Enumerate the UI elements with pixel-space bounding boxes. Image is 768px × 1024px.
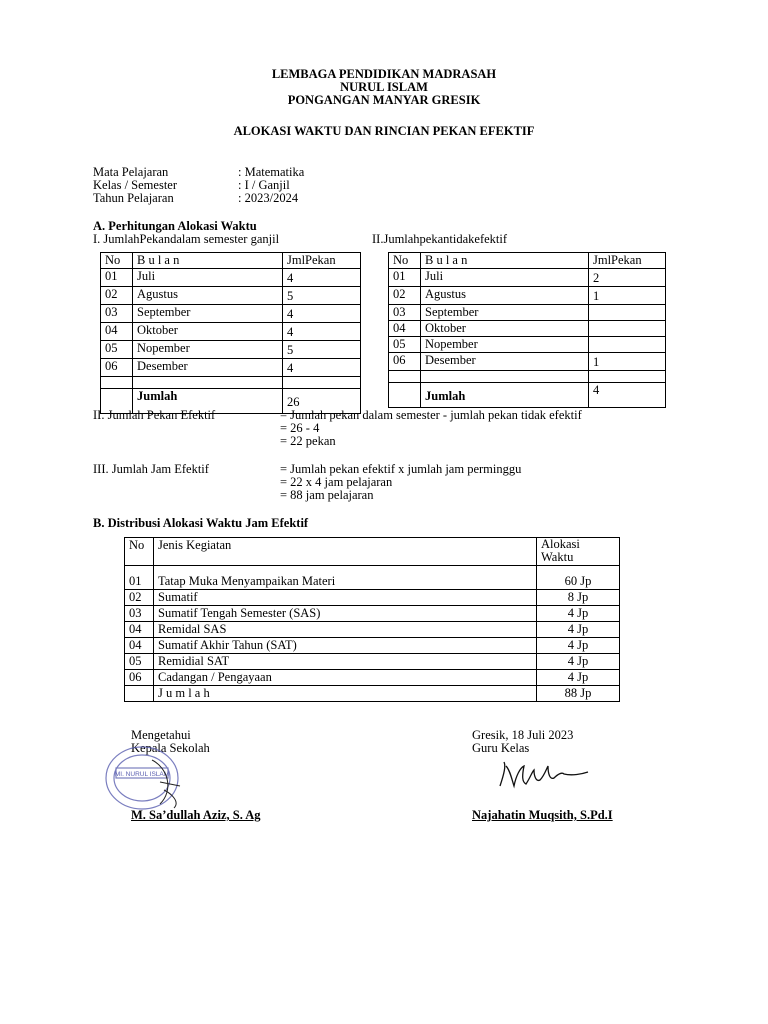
cell-bulan: Nopember: [133, 341, 283, 359]
cell-no: 06: [389, 353, 421, 371]
cell-bulan: Nopember: [421, 337, 589, 353]
cell-jml: 5: [283, 287, 361, 305]
calc-label: II. Jumlah Pekan Efektif: [93, 408, 216, 422]
cell-jml: [589, 305, 666, 321]
header-bulan: B u l a n: [133, 253, 283, 269]
table-row: [125, 670, 620, 686]
header-no: No: [389, 253, 421, 269]
table-header-row: [125, 538, 620, 566]
cell-no: 01: [101, 269, 133, 287]
cell-jml: [589, 337, 666, 353]
table-row: [125, 638, 620, 654]
cell-bulan: September: [421, 305, 589, 321]
subsection-i-title: I. JumlahPekandalam semester ganjil: [93, 232, 280, 246]
cell-bulan: Juli: [421, 269, 589, 287]
acknowledge-label: Mengetahui: [131, 728, 191, 742]
table-header-row: [101, 253, 361, 269]
table-row: [125, 622, 620, 638]
cell-jenis: Cadangan / Pengayaan: [154, 670, 537, 686]
header-alokasi: [537, 538, 620, 566]
table-row: [389, 337, 666, 353]
effective-weeks-table: [100, 252, 361, 414]
cell-no: 02: [101, 287, 133, 305]
cell-no: 05: [101, 341, 133, 359]
cell-alokasi: 4 Jp: [537, 670, 620, 686]
section-b-title: B. Distribusi Alokasi Waktu Jam Efektif: [93, 516, 309, 530]
table-row: [389, 287, 666, 305]
cell-no: 01: [125, 566, 154, 590]
total-row: [125, 686, 620, 702]
total-value: 88 Jp: [537, 686, 620, 702]
total-value: 26: [283, 389, 361, 414]
cell-no: 05: [389, 337, 421, 353]
effective-hours-calc: [93, 462, 521, 501]
cell-bulan: Desember: [421, 353, 589, 371]
cell-jml: 4: [283, 323, 361, 341]
calc-line: = 88 jam pelajaran: [280, 488, 374, 502]
info-value: : Matematika: [238, 165, 305, 179]
section-a-title: A. Perhitungan Alokasi Waktu: [93, 219, 257, 233]
total-row: [389, 383, 666, 408]
header-alokasi-line2: Waktu: [541, 550, 574, 564]
effective-weeks-calc: [93, 408, 582, 447]
table-row: [101, 305, 361, 323]
cell-alokasi: 4 Jp: [537, 606, 620, 622]
cell-jenis: Remidial SAT: [154, 654, 537, 670]
cell-no: 06: [125, 670, 154, 686]
cell-bulan: Agustus: [133, 287, 283, 305]
cell-no: 06: [101, 359, 133, 377]
subject-info: [93, 165, 304, 204]
cell-jml: 1: [589, 353, 666, 371]
headmaster-title: Kepala Sekolah: [131, 741, 210, 755]
info-row: [93, 165, 304, 178]
info-row: [93, 178, 304, 191]
cell-no: 03: [389, 305, 421, 321]
cell-jenis: Tatap Muka Menyampaikan Materi: [154, 566, 537, 590]
calc-label: III. Jumlah Jam Efektif: [93, 462, 209, 476]
cell-no: 04: [125, 622, 154, 638]
table-row: [125, 654, 620, 670]
institution-header: [0, 68, 768, 107]
total-label: J u m l a h: [154, 686, 537, 702]
cell-no: 05: [125, 654, 154, 670]
table-row: [101, 359, 361, 377]
info-value: : 2023/2024: [238, 191, 299, 205]
cell-jml: 1: [589, 287, 666, 305]
table-row: [125, 590, 620, 606]
cell-no: 04: [101, 323, 133, 341]
document-title: ALOKASI WAKTU DAN RINCIAN PEKAN EFEKTIF: [233, 124, 535, 138]
table-row: [125, 566, 620, 590]
cell-jml: [589, 321, 666, 337]
calc-line: = 26 - 4: [280, 421, 320, 435]
blank-row: [389, 371, 666, 383]
subsection-ii-title: II.Jumlahpekantidakefektif: [372, 232, 508, 246]
cell-alokasi: 8 Jp: [537, 590, 620, 606]
calc-line: = Jumlah pekan efektif x jumlah jam perminggu: [280, 462, 522, 476]
cell-jml: 4: [283, 269, 361, 287]
cell-bulan: Desember: [133, 359, 283, 377]
info-row: [93, 191, 304, 204]
cell-bulan: Juli: [133, 269, 283, 287]
total-value: 4: [589, 383, 666, 408]
cell-alokasi: 60 Jp: [537, 566, 620, 590]
cell-bulan: September: [133, 305, 283, 323]
place-date: Gresik, 18 Juli 2023: [472, 728, 574, 742]
cell-no: 01: [389, 269, 421, 287]
table-row: [389, 321, 666, 337]
info-label: Kelas / Semester: [93, 178, 178, 192]
teacher-signature-block: [472, 728, 573, 754]
table-row: [101, 269, 361, 287]
calc-line: = 22 pekan: [280, 434, 336, 448]
cell-jenis: Sumatif Akhir Tahun (SAT): [154, 638, 537, 654]
table-row: [389, 305, 666, 321]
table-header-row: [389, 253, 666, 269]
table-row: [101, 323, 361, 341]
cell-alokasi: 4 Jp: [537, 654, 620, 670]
teacher-signature-icon: [492, 756, 592, 792]
cell-bulan: Oktober: [421, 321, 589, 337]
table-row: [101, 287, 361, 305]
time-distribution-table: [124, 537, 620, 702]
stamp-text: MI. NURUL ISLAM: [114, 771, 170, 778]
cell-no: 04: [389, 321, 421, 337]
header-line-1: LEMBAGA PENDIDIKAN MADRASAH: [271, 67, 497, 81]
info-label: Mata Pelajaran: [93, 165, 169, 179]
header-no: No: [101, 253, 133, 269]
info-label: Tahun Pelajaran: [93, 191, 174, 205]
cell-jml: 2: [589, 269, 666, 287]
cell-no: 03: [125, 606, 154, 622]
cell-no: 02: [125, 590, 154, 606]
header-jml: JmlPekan: [589, 253, 666, 269]
cell-no: 03: [101, 305, 133, 323]
cell-no: 04: [125, 638, 154, 654]
headmaster-name: M. Sa’dullah Aziz, S. Ag: [131, 808, 261, 822]
non-effective-weeks-table: [388, 252, 666, 408]
cell-bulan: Oktober: [133, 323, 283, 341]
blank-row: [101, 377, 361, 389]
cell-jml: 5: [283, 341, 361, 359]
calc-line: = Jumlah pekan dalam semester - jumlah pekan tidak efektif: [280, 408, 582, 422]
info-value: : I / Ganjil: [238, 178, 290, 192]
table-row: [389, 353, 666, 371]
school-stamp-icon: [102, 742, 186, 814]
cell-jenis: Remidal SAS: [154, 622, 537, 638]
cell-alokasi: 4 Jp: [537, 622, 620, 638]
cell-jenis: Sumatif Tengah Semester (SAS): [154, 606, 537, 622]
header-line-2: NURUL ISLAM: [340, 80, 428, 94]
total-label: Jumlah: [421, 383, 589, 408]
cell-no: 02: [389, 287, 421, 305]
table-row: [389, 269, 666, 287]
header-jml: JmlPekan: [283, 253, 361, 269]
cell-alokasi: 4 Jp: [537, 638, 620, 654]
cell-jml: 4: [283, 359, 361, 377]
cell-jml: 4: [283, 305, 361, 323]
header-line-3: PONGANGAN MANYAR GRESIK: [287, 93, 481, 107]
total-label: Jumlah: [133, 389, 283, 414]
header-bulan: B u l a n: [421, 253, 589, 269]
table-row: [125, 606, 620, 622]
cell-bulan: Agustus: [421, 287, 589, 305]
header-alokasi-line1: Alokasi: [541, 537, 580, 551]
header-jenis: Jenis Kegiatan: [154, 538, 537, 566]
header-no: No: [125, 538, 154, 566]
teacher-name: Najahatin Muqsith, S.Pd.I: [472, 808, 613, 822]
cell-jenis: Sumatif: [154, 590, 537, 606]
calc-line: = 22 x 4 jam pelajaran: [280, 475, 393, 489]
table-row: [101, 341, 361, 359]
teacher-title: Guru Kelas: [472, 741, 530, 755]
